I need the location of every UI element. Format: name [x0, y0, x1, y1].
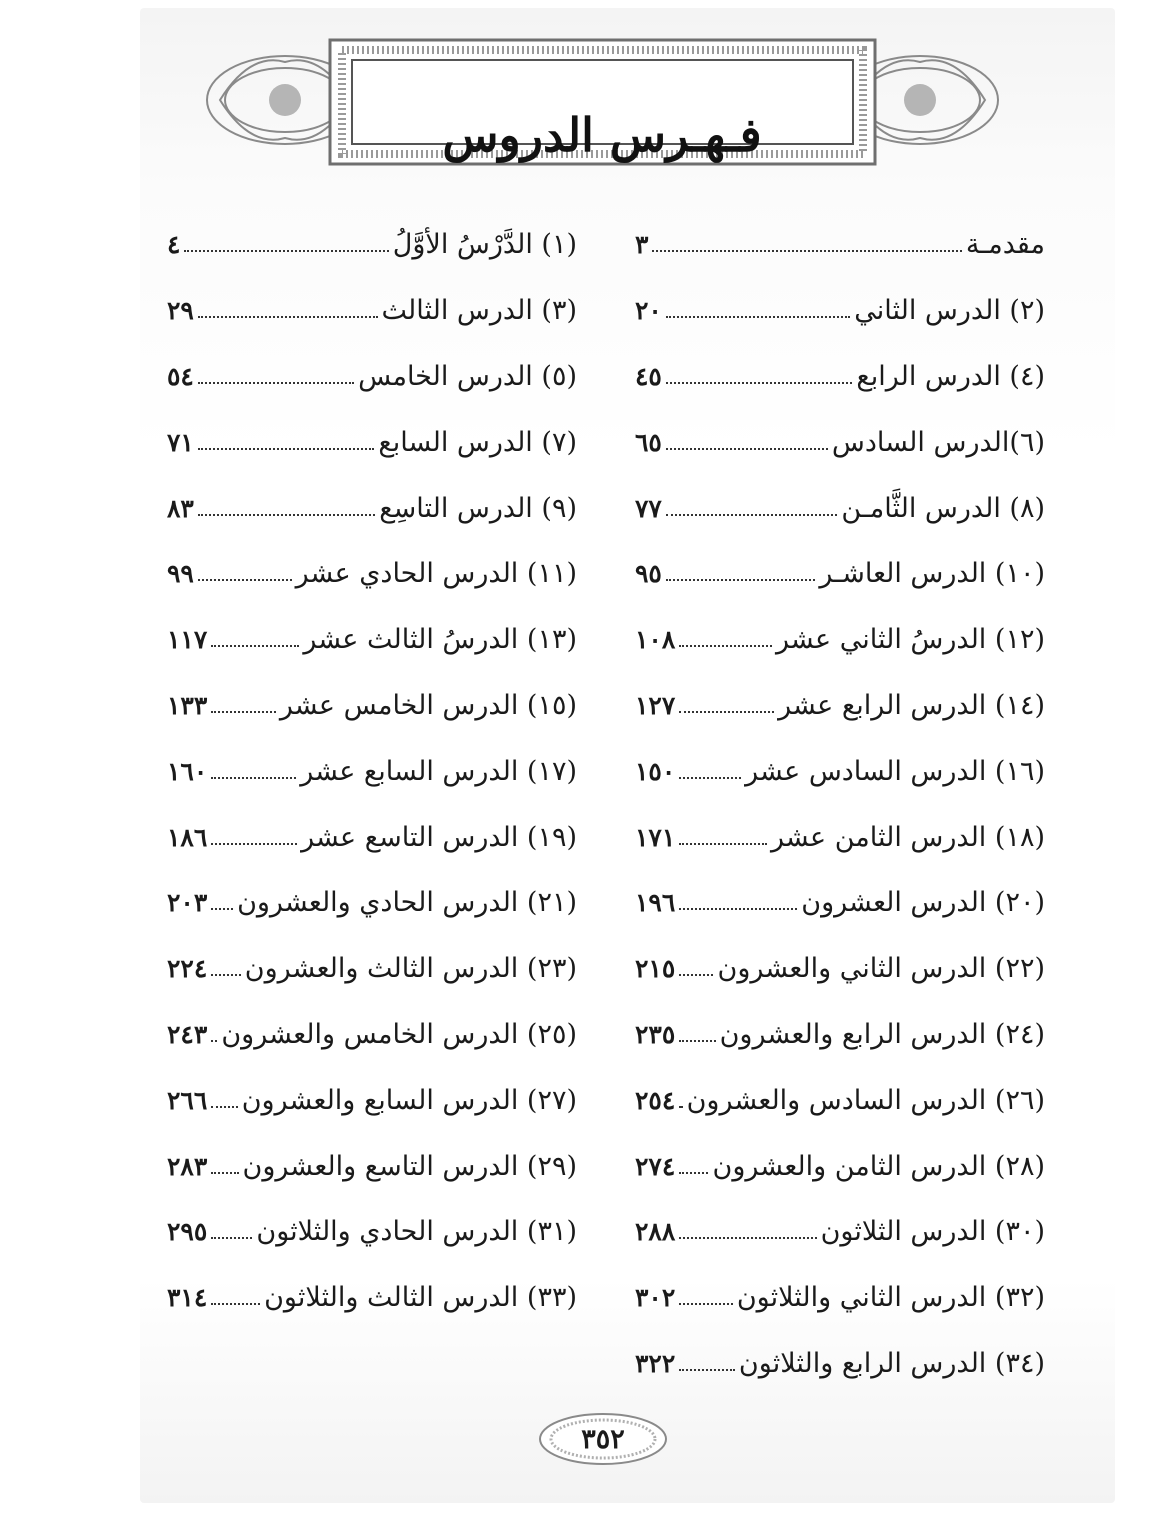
toc-entry-right: [635, 1348, 1045, 1379]
toc-entry-title: (١٦) الدرس السادس عشر: [745, 755, 1045, 787]
toc-entry-right: [635, 295, 1045, 326]
toc-entry-right: [635, 1216, 1045, 1247]
toc-row: [160, 936, 1045, 1002]
dot-leader: [679, 711, 774, 713]
toc-entry-page: ٢٦٦: [167, 1085, 208, 1115]
toc-entry-title: (٣١) الدرس الحادي والثلاثون: [256, 1216, 577, 1248]
toc-entry-right: [635, 558, 1045, 589]
toc-entry-page: ٤: [167, 230, 181, 260]
toc-entry-left: [167, 624, 577, 655]
toc-entry-page: ٢٠: [635, 296, 662, 326]
toc-entry-page: ٢٣٥: [635, 1019, 676, 1049]
toc-entry-page: ٧٧: [635, 493, 662, 523]
toc-entry-page: ٢٥٤: [635, 1085, 676, 1115]
toc-row: [160, 738, 1045, 804]
toc-entry-page: ٩٩: [167, 559, 194, 589]
toc-row: [160, 1265, 1045, 1331]
dot-leader: [679, 908, 797, 910]
toc-entry-page: ٩٥: [635, 559, 662, 589]
dot-leader: [198, 448, 375, 450]
toc-entry-right: [635, 1282, 1045, 1313]
toc-entry-page: ٨٣: [167, 493, 194, 523]
toc-entry-page: ٢٠٣: [167, 888, 208, 918]
toc-entry-page: ٧١: [167, 427, 194, 457]
toc-row: [160, 1067, 1045, 1133]
dot-leader: [211, 974, 240, 976]
toc-entry-left: [167, 822, 577, 853]
dot-leader: [679, 1040, 715, 1042]
toc-entry-title: (٤) الدرس الرابع: [856, 360, 1045, 392]
toc-entry-page: ١٠٨: [635, 625, 676, 655]
toc-entry-right: [635, 953, 1045, 984]
toc-entry-page: ١٩٦: [635, 888, 676, 918]
toc-entry-right: [635, 1019, 1045, 1050]
toc-entry-title: (١٨) الدرس الثامن عشر: [771, 821, 1045, 853]
toc-entry-title: (٣٣) الدرس الثالث والثلاثون: [264, 1282, 577, 1314]
toc-row: [160, 409, 1045, 475]
dot-leader: [679, 1106, 682, 1108]
toc-entry-title: (٢٨) الدرس الثامن والعشرون: [712, 1150, 1045, 1182]
dot-leader: [211, 645, 299, 647]
toc-entry-left: [167, 1151, 577, 1182]
toc-entry-right: [635, 1085, 1045, 1116]
toc-entry-title: (٦)الدرس السادس: [831, 426, 1045, 458]
toc-entry-title: (١٤) الدرس الرابع عشر: [778, 689, 1045, 721]
toc-entry-page: ١٦٠: [167, 756, 208, 786]
dot-leader: [211, 1106, 237, 1108]
toc-entry-right: [635, 756, 1045, 787]
toc-entry-page: ٢١٥: [635, 954, 676, 984]
toc-entry-title: (٢٠) الدرس العشرون: [801, 887, 1045, 919]
toc-entry-right: [635, 229, 1045, 260]
footer-page-badge: [538, 1412, 668, 1466]
toc-entry-left: [167, 361, 577, 392]
toc-entry-right: [635, 887, 1045, 918]
toc-entry-title: (٥) الدرس الخامس: [358, 360, 577, 392]
dot-leader: [184, 250, 388, 252]
toc-entry-page: ١٢٧: [635, 690, 676, 720]
toc-entry-page: ٣٠٢: [635, 1283, 676, 1313]
toc-row: [160, 475, 1045, 541]
toc-entry-page: ٢٢٤: [167, 954, 208, 984]
dot-leader: [211, 1040, 217, 1042]
toc-row: [160, 344, 1045, 410]
toc-entry-left: [167, 229, 577, 260]
toc-entry-right: [635, 427, 1045, 458]
toc-row: [160, 804, 1045, 870]
dot-leader: [211, 1303, 260, 1305]
toc-entry-page: ٢٩٥: [167, 1217, 208, 1247]
toc-entry-left: [167, 756, 577, 787]
dot-leader: [666, 514, 837, 516]
toc-entry-left: [167, 953, 577, 984]
toc-entry-title: (١٠) الدرس العاشـر: [819, 558, 1045, 590]
toc-entry-right: [635, 1151, 1045, 1182]
toc-entry-title: (٢٩) الدرس التاسع والعشرون: [242, 1150, 577, 1182]
toc-entry-page: ١٣٣: [167, 690, 208, 720]
dot-leader: [666, 316, 850, 318]
dot-leader: [211, 1237, 252, 1239]
toc-entry-page: ٣١٤: [167, 1283, 208, 1313]
toc-entry-page: ١٨٦: [167, 822, 208, 852]
dot-leader: [679, 974, 713, 976]
toc-entry-title: (٨) الدرس الثَّامـن: [841, 492, 1045, 524]
page-number: ٣٥٢: [581, 1423, 625, 1455]
toc-entry-title: (٢٢) الدرس الثاني والعشرون: [717, 953, 1045, 985]
toc-entry-page: ٢٨٣: [167, 1151, 208, 1181]
dot-leader: [666, 448, 828, 450]
toc-entry-title: (١٥) الدرس الخامس عشر: [279, 689, 577, 721]
dot-leader: [679, 1303, 733, 1305]
toc-row: [160, 607, 1045, 673]
dot-leader: [679, 645, 772, 647]
toc-entry-title: (٧) الدرس السابع: [378, 426, 577, 458]
toc-entry-title: (٣٤) الدرس الرابع والثلاثون: [738, 1347, 1045, 1379]
table-of-contents: [160, 212, 1045, 1396]
header-banner: [200, 22, 1005, 170]
toc-entry-title: (٣٠) الدرس الثلاثون: [820, 1216, 1045, 1248]
toc-entry-title: (٢٣) الدرس الثالث والعشرون: [244, 953, 577, 985]
dot-leader: [679, 843, 767, 845]
toc-entry-left: [167, 558, 577, 589]
toc-entry-right: [635, 690, 1045, 721]
toc-entry-title: (٢٤) الدرس الرابع والعشرون: [719, 1018, 1045, 1050]
toc-entry-page: ٢٧٤: [635, 1151, 676, 1181]
dot-leader: [211, 908, 233, 910]
toc-entry-page: ٥٤: [167, 361, 194, 391]
toc-row: [160, 1002, 1045, 1068]
toc-entry-right: [635, 624, 1045, 655]
toc-entry-title: (٢) الدرس الثاني: [854, 295, 1045, 327]
dot-leader: [198, 382, 354, 384]
toc-entry-left: [167, 887, 577, 918]
toc-entry-page: ٦٥: [635, 427, 662, 457]
toc-row: [160, 1199, 1045, 1265]
toc-entry-left: [167, 493, 577, 524]
toc-entry-title: (٢٧) الدرس السابع والعشرون: [241, 1084, 577, 1116]
dot-leader: [679, 1369, 735, 1371]
dot-leader: [198, 316, 378, 318]
page-title: فـهـرس الدروس: [442, 108, 762, 162]
toc-entry-left: [167, 295, 577, 326]
toc-entry-right: [635, 361, 1045, 392]
dot-leader: [679, 1172, 708, 1174]
toc-entry-title: (١٣) الدرسُ الثالث عشر: [303, 624, 577, 656]
dot-leader: [666, 382, 852, 384]
toc-entry-left: [167, 1019, 577, 1050]
dot-leader: [679, 1237, 816, 1239]
toc-entry-page: ١٥٠: [635, 756, 676, 786]
toc-entry-left: [167, 427, 577, 458]
toc-entry-title: (٣٢) الدرس الثاني والثلاثون: [736, 1282, 1045, 1314]
dot-leader: [198, 514, 375, 516]
toc-row: [160, 1331, 1045, 1397]
toc-entry-page: ٢٤٣: [167, 1019, 208, 1049]
toc-entry-left: [167, 1085, 577, 1116]
toc-entry-left: [167, 690, 577, 721]
toc-entry-right: [635, 493, 1045, 524]
dot-leader: [652, 250, 961, 252]
toc-entry-page: ٢٨٨: [635, 1217, 676, 1247]
toc-row: [160, 278, 1045, 344]
toc-row: [160, 673, 1045, 739]
toc-entry-page: ٤٥: [635, 361, 662, 391]
dot-leader: [198, 579, 292, 581]
toc-entry-title: (٢٥) الدرس الخامس والعشرون: [221, 1018, 577, 1050]
toc-entry-title: (٣) الدرس الثالث: [381, 295, 577, 327]
toc-entry-page: ٣: [635, 230, 649, 260]
toc-entry-title: مقدمـة: [965, 229, 1045, 261]
toc-entry-title: (١٧) الدرس السابع عشر: [300, 755, 577, 787]
dot-leader: [211, 711, 276, 713]
toc-row: [160, 870, 1045, 936]
toc-entry-title: (١) الدَّرْسُ الأوَّلُ: [392, 229, 577, 261]
dot-leader: [211, 843, 297, 845]
toc-entry-left: [167, 1216, 577, 1247]
toc-entry-title: (١٩) الدرس التاسع عشر: [301, 821, 577, 853]
toc-row: [160, 1133, 1045, 1199]
dot-leader: [211, 777, 296, 779]
toc-entry-page: ٣٢٢: [635, 1348, 676, 1378]
toc-entry-title: (٢٦) الدرس السادس والعشرون: [686, 1084, 1045, 1116]
toc-entry-page: ٢٩: [167, 296, 194, 326]
toc-entry-page: ١٧١: [635, 822, 676, 852]
toc-row: [160, 212, 1045, 278]
toc-entry-title: (١٢) الدرسُ الثاني عشر: [776, 624, 1045, 656]
toc-entry-title: (١١) الدرس الحادي عشر: [295, 558, 577, 590]
toc-entry-title: (٢١) الدرس الحادي والعشرون: [237, 887, 577, 919]
dot-leader: [679, 777, 741, 779]
toc-entry-left: [167, 1282, 577, 1313]
dot-leader: [666, 579, 816, 581]
toc-entry-page: ١١٧: [167, 625, 208, 655]
dot-leader: [211, 1172, 238, 1174]
toc-row: [160, 541, 1045, 607]
toc-entry-right: [635, 822, 1045, 853]
toc-entry-title: (٩) الدرس التاسِع: [379, 492, 577, 524]
